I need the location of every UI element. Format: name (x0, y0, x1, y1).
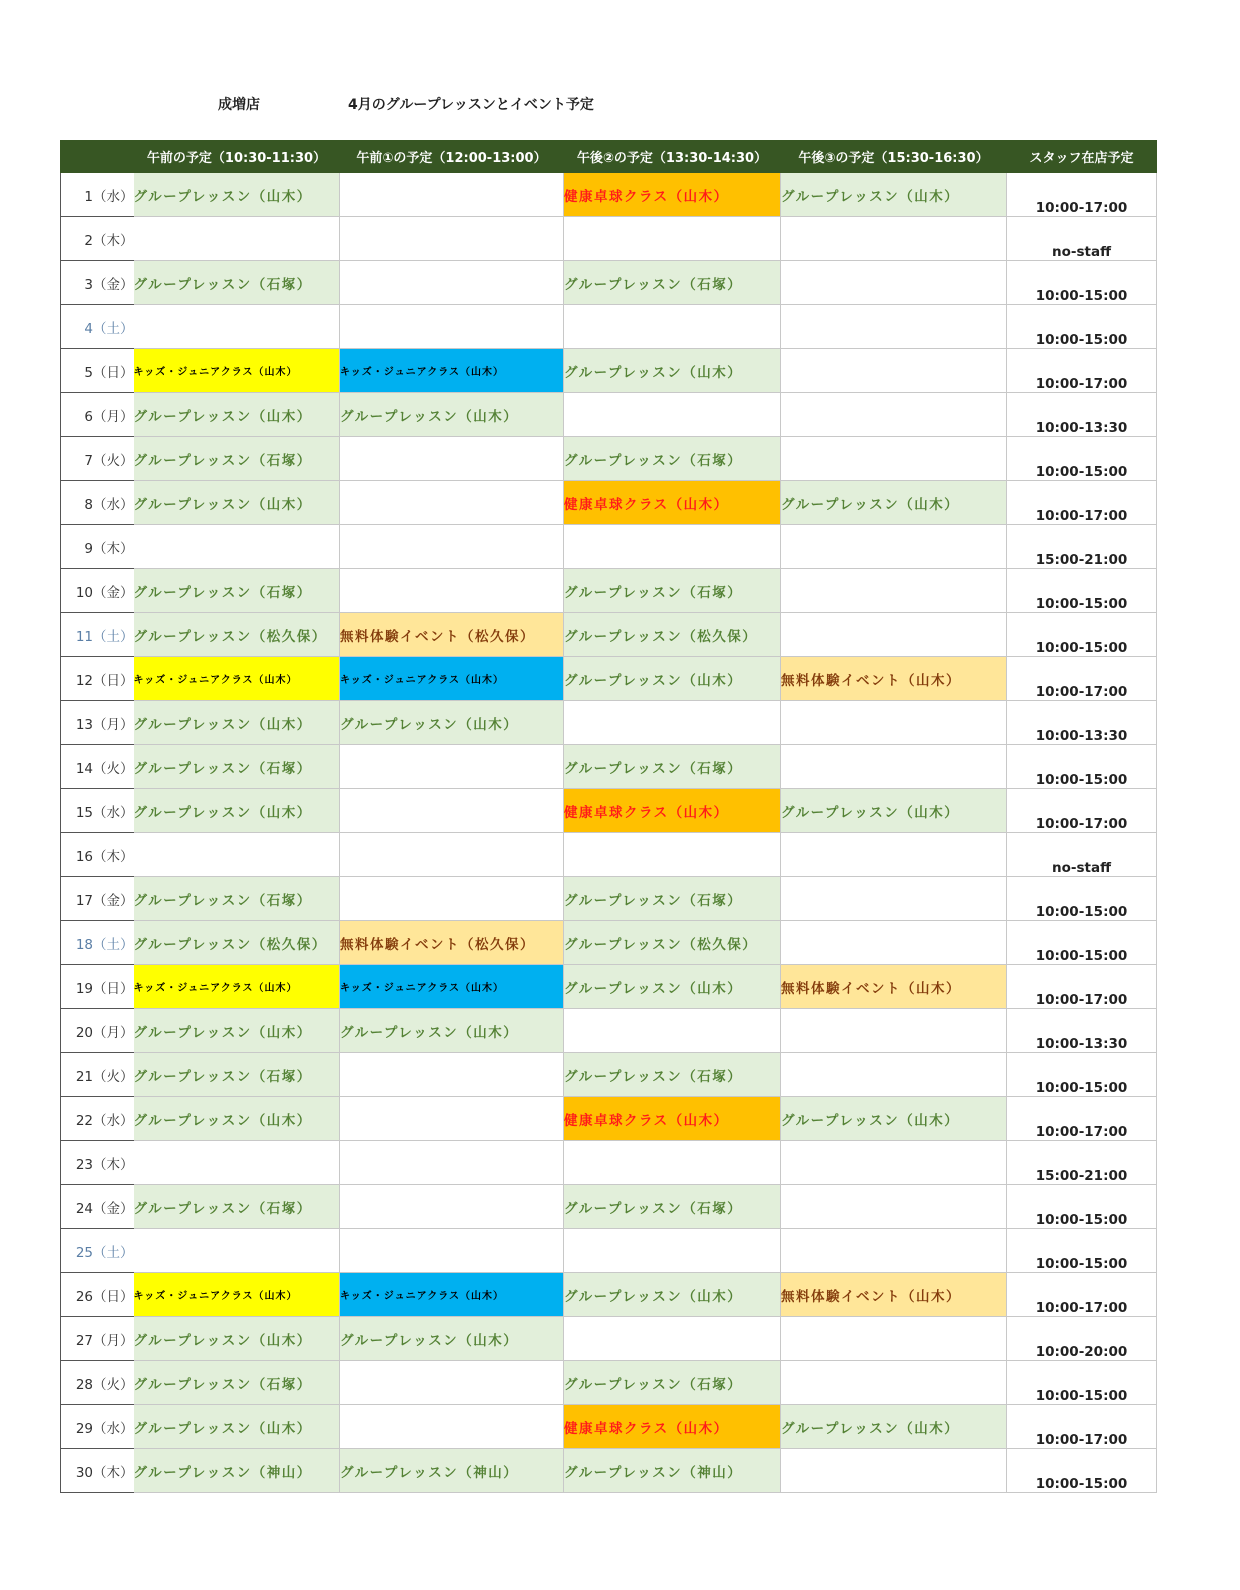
slot-morning-cell: グループレッスン（山木） (134, 1405, 340, 1449)
header-row (61, 141, 1157, 173)
slot-morning-cell: キッズ・ジュニアクラス（山木） (134, 349, 340, 393)
table-row (61, 349, 1157, 393)
slot-morning-1-cell (340, 437, 564, 481)
date-cell: 1（水） (61, 173, 134, 217)
slot-afternoon-3-cell (781, 921, 1007, 965)
staff-hours-cell: 10:00-15:00 (1007, 1229, 1157, 1273)
date-cell: 5（日） (61, 349, 134, 393)
slot-morning-cell: グループレッスン（山木） (134, 481, 340, 525)
date-cell: 18（土） (61, 921, 134, 965)
slot-afternoon-2-cell (564, 217, 781, 261)
table-row (61, 701, 1157, 745)
slot-afternoon-2-cell (564, 305, 781, 349)
slot-morning-cell: グループレッスン（山木） (134, 1009, 340, 1053)
date-cell: 8（水） (61, 481, 134, 525)
staff-hours-cell: 10:00-17:00 (1007, 965, 1157, 1009)
slot-morning-cell: グループレッスン（石塚） (134, 1185, 340, 1229)
slot-morning-1-cell (340, 1053, 564, 1097)
slot-afternoon-3-cell (781, 877, 1007, 921)
staff-hours-cell: 10:00-15:00 (1007, 921, 1157, 965)
slot-afternoon-3-cell (781, 1185, 1007, 1229)
slot-afternoon-3-cell (781, 1141, 1007, 1185)
slot-afternoon-3-cell: グループレッスン（山木） (781, 1097, 1007, 1141)
table-row (61, 789, 1157, 833)
slot-afternoon-2-cell (564, 1009, 781, 1053)
slot-morning-1-cell (340, 1229, 564, 1273)
staff-hours-cell: no-staff (1007, 833, 1157, 877)
table-row (61, 1405, 1157, 1449)
slot-morning-cell: キッズ・ジュニアクラス（山木） (134, 1273, 340, 1317)
staff-hours-cell: 10:00-13:30 (1007, 701, 1157, 745)
slot-afternoon-2-cell: 健康卓球クラス（山木） (564, 481, 781, 525)
slot-afternoon-2-cell (564, 393, 781, 437)
slot-afternoon-3-cell (781, 525, 1007, 569)
slot-morning-1-cell (340, 789, 564, 833)
slot-morning-cell (134, 217, 340, 261)
slot-morning-cell (134, 833, 340, 877)
slot-afternoon-3-cell (781, 349, 1007, 393)
slot-afternoon-2-cell: 健康卓球クラス（山木） (564, 789, 781, 833)
slot-afternoon-2-cell (564, 1141, 781, 1185)
table-row (61, 1141, 1157, 1185)
slot-morning-cell: グループレッスン（山木） (134, 393, 340, 437)
slot-afternoon-3-cell (781, 1317, 1007, 1361)
table-row (61, 525, 1157, 569)
date-cell: 30（木） (61, 1449, 134, 1493)
date-cell: 28（火） (61, 1361, 134, 1405)
staff-hours-cell: 15:00-21:00 (1007, 525, 1157, 569)
slot-afternoon-3-cell (781, 437, 1007, 481)
table-row (61, 1097, 1157, 1141)
slot-morning-1-cell (340, 481, 564, 525)
slot-afternoon-2-cell (564, 1317, 781, 1361)
date-cell: 25（土） (61, 1229, 134, 1273)
slot-afternoon-2-cell: グループレッスン（石塚） (564, 1053, 781, 1097)
slot-afternoon-3-cell: 無料体験イベント（山木） (781, 657, 1007, 701)
column-header-morning-1: 午前①の予定（12:00-13:00） (340, 141, 564, 173)
table-row (61, 1009, 1157, 1053)
column-header-afternoon-2: 午後②の予定（13:30-14:30） (564, 141, 781, 173)
slot-morning-cell: グループレッスン（石塚） (134, 261, 340, 305)
column-header-date (61, 141, 134, 173)
slot-morning-1-cell (340, 745, 564, 789)
table-row (61, 1229, 1157, 1273)
slot-afternoon-2-cell: 健康卓球クラス（山木） (564, 1405, 781, 1449)
slot-afternoon-3-cell (781, 1449, 1007, 1493)
slot-afternoon-3-cell: 無料体験イベント（山木） (781, 965, 1007, 1009)
slot-afternoon-2-cell: グループレッスン（山木） (564, 1273, 781, 1317)
slot-morning-1-cell (340, 1185, 564, 1229)
slot-afternoon-3-cell (781, 833, 1007, 877)
date-cell: 4（土） (61, 305, 134, 349)
date-cell: 21（火） (61, 1053, 134, 1097)
date-cell: 26（日） (61, 1273, 134, 1317)
slot-afternoon-2-cell (564, 701, 781, 745)
slot-afternoon-3-cell (781, 701, 1007, 745)
slot-morning-cell: グループレッスン（石塚） (134, 437, 340, 481)
slot-afternoon-2-cell: グループレッスン（山木） (564, 349, 781, 393)
slot-morning-cell: グループレッスン（松久保） (134, 613, 340, 657)
staff-hours-cell: 10:00-17:00 (1007, 1273, 1157, 1317)
date-cell: 16（木） (61, 833, 134, 877)
table-row (61, 833, 1157, 877)
slot-morning-1-cell (340, 1141, 564, 1185)
slot-morning-1-cell: 無料体験イベント（松久保） (340, 613, 564, 657)
slot-afternoon-3-cell: グループレッスン（山木） (781, 481, 1007, 525)
staff-hours-cell: 10:00-15:00 (1007, 1361, 1157, 1405)
date-cell: 27（月） (61, 1317, 134, 1361)
slot-afternoon-3-cell (781, 1361, 1007, 1405)
schedule-table (60, 140, 1157, 1493)
slot-afternoon-2-cell: グループレッスン（松久保） (564, 921, 781, 965)
slot-morning-1-cell: キッズ・ジュニアクラス（山木） (340, 965, 564, 1009)
date-cell: 6（月） (61, 393, 134, 437)
staff-hours-cell: no-staff (1007, 217, 1157, 261)
table-row (61, 1053, 1157, 1097)
table-row (61, 1317, 1157, 1361)
date-cell: 15（水） (61, 789, 134, 833)
slot-afternoon-2-cell: グループレッスン（山木） (564, 965, 781, 1009)
slot-morning-cell: グループレッスン（松久保） (134, 921, 340, 965)
staff-hours-cell: 10:00-13:30 (1007, 1009, 1157, 1053)
table-row (61, 1185, 1157, 1229)
staff-hours-cell: 10:00-17:00 (1007, 1097, 1157, 1141)
staff-hours-cell: 10:00-15:00 (1007, 437, 1157, 481)
table-row (61, 393, 1157, 437)
slot-afternoon-3-cell (781, 1009, 1007, 1053)
date-cell: 11（土） (61, 613, 134, 657)
slot-morning-1-cell: キッズ・ジュニアクラス（山木） (340, 1273, 564, 1317)
slot-afternoon-3-cell (781, 393, 1007, 437)
staff-hours-cell: 10:00-17:00 (1007, 789, 1157, 833)
slot-afternoon-2-cell: 健康卓球クラス（山木） (564, 173, 781, 217)
table-row (61, 613, 1157, 657)
table-row (61, 1361, 1157, 1405)
slot-afternoon-2-cell: グループレッスン（石塚） (564, 261, 781, 305)
date-cell: 3（金） (61, 261, 134, 305)
staff-hours-cell: 10:00-17:00 (1007, 481, 1157, 525)
date-cell: 19（日） (61, 965, 134, 1009)
table-row (61, 1273, 1157, 1317)
slot-morning-1-cell (340, 569, 564, 613)
staff-hours-cell: 15:00-21:00 (1007, 1141, 1157, 1185)
slot-afternoon-3-cell (781, 1229, 1007, 1273)
date-cell: 17（金） (61, 877, 134, 921)
slot-morning-cell (134, 305, 340, 349)
date-cell: 7（火） (61, 437, 134, 481)
date-cell: 20（月） (61, 1009, 134, 1053)
slot-morning-cell (134, 1229, 340, 1273)
slot-afternoon-3-cell (781, 217, 1007, 261)
staff-hours-cell: 10:00-15:00 (1007, 569, 1157, 613)
slot-afternoon-2-cell (564, 525, 781, 569)
table-row (61, 217, 1157, 261)
table-row (61, 965, 1157, 1009)
slot-morning-1-cell (340, 1405, 564, 1449)
slot-morning-1-cell (340, 217, 564, 261)
slot-afternoon-2-cell (564, 833, 781, 877)
slot-morning-1-cell: グループレッスン（神山） (340, 1449, 564, 1493)
date-cell: 22（水） (61, 1097, 134, 1141)
slot-morning-cell: グループレッスン（山木） (134, 1317, 340, 1361)
slot-afternoon-2-cell: グループレッスン（神山） (564, 1449, 781, 1493)
slot-morning-1-cell (340, 525, 564, 569)
staff-hours-cell: 10:00-13:30 (1007, 393, 1157, 437)
table-row (61, 745, 1157, 789)
slot-morning-cell: グループレッスン（石塚） (134, 745, 340, 789)
table-row (61, 173, 1157, 217)
staff-hours-cell: 10:00-15:00 (1007, 1185, 1157, 1229)
date-cell: 2（木） (61, 217, 134, 261)
staff-hours-cell: 10:00-15:00 (1007, 305, 1157, 349)
date-cell: 12（日） (61, 657, 134, 701)
slot-morning-1-cell: 無料体験イベント（松久保） (340, 921, 564, 965)
slot-morning-cell: グループレッスン（神山） (134, 1449, 340, 1493)
staff-hours-cell: 10:00-20:00 (1007, 1317, 1157, 1361)
table-row (61, 877, 1157, 921)
slot-morning-cell: キッズ・ジュニアクラス（山木） (134, 657, 340, 701)
table-row (61, 261, 1157, 305)
slot-morning-1-cell: グループレッスン（山木） (340, 393, 564, 437)
slot-afternoon-3-cell (781, 305, 1007, 349)
schedule-body (61, 173, 1157, 1493)
slot-morning-1-cell (340, 305, 564, 349)
table-row (61, 657, 1157, 701)
slot-morning-1-cell (340, 877, 564, 921)
column-header-afternoon-3: 午後③の予定（15:30-16:30） (781, 141, 1007, 173)
staff-hours-cell: 10:00-17:00 (1007, 1405, 1157, 1449)
slot-morning-1-cell: グループレッスン（山木） (340, 1317, 564, 1361)
store-name: 成増店 (218, 97, 260, 113)
page-title: 4月のグループレッスンとイベント予定 (348, 97, 594, 113)
slot-morning-cell: グループレッスン（山木） (134, 701, 340, 745)
slot-morning-cell: グループレッスン（石塚） (134, 1361, 340, 1405)
date-cell: 24（金） (61, 1185, 134, 1229)
slot-afternoon-2-cell: グループレッスン（石塚） (564, 437, 781, 481)
slot-afternoon-2-cell: グループレッスン（石塚） (564, 745, 781, 789)
date-cell: 23（木） (61, 1141, 134, 1185)
slot-afternoon-2-cell: グループレッスン（石塚） (564, 877, 781, 921)
slot-morning-1-cell (340, 173, 564, 217)
slot-afternoon-3-cell: グループレッスン（山木） (781, 1405, 1007, 1449)
slot-morning-1-cell: キッズ・ジュニアクラス（山木） (340, 657, 564, 701)
staff-hours-cell: 10:00-15:00 (1007, 877, 1157, 921)
slot-afternoon-3-cell (781, 261, 1007, 305)
slot-afternoon-3-cell: 無料体験イベント（山木） (781, 1273, 1007, 1317)
staff-hours-cell: 10:00-17:00 (1007, 173, 1157, 217)
table-row (61, 437, 1157, 481)
slot-afternoon-3-cell (781, 613, 1007, 657)
slot-afternoon-3-cell (781, 745, 1007, 789)
date-cell: 13（月） (61, 701, 134, 745)
slot-afternoon-3-cell: グループレッスン（山木） (781, 173, 1007, 217)
slot-morning-1-cell (340, 833, 564, 877)
slot-afternoon-2-cell: グループレッスン（石塚） (564, 1185, 781, 1229)
slot-morning-1-cell (340, 1361, 564, 1405)
staff-hours-cell: 10:00-15:00 (1007, 745, 1157, 789)
slot-morning-1-cell: キッズ・ジュニアクラス（山木） (340, 349, 564, 393)
date-cell: 29（水） (61, 1405, 134, 1449)
slot-afternoon-2-cell: グループレッスン（山木） (564, 657, 781, 701)
column-header-morning: 午前の予定（10:30-11:30） (134, 141, 340, 173)
date-cell: 10（金） (61, 569, 134, 613)
table-row (61, 569, 1157, 613)
slot-morning-cell: キッズ・ジュニアクラス（山木） (134, 965, 340, 1009)
slot-afternoon-2-cell: グループレッスン（石塚） (564, 1361, 781, 1405)
slot-afternoon-2-cell (564, 1229, 781, 1273)
staff-hours-cell: 10:00-17:00 (1007, 657, 1157, 701)
slot-afternoon-2-cell: グループレッスン（松久保） (564, 613, 781, 657)
staff-hours-cell: 10:00-15:00 (1007, 613, 1157, 657)
staff-hours-cell: 10:00-15:00 (1007, 1449, 1157, 1493)
slot-morning-cell: グループレッスン（石塚） (134, 877, 340, 921)
slot-afternoon-3-cell (781, 569, 1007, 613)
slot-morning-1-cell: グループレッスン（山木） (340, 1009, 564, 1053)
slot-morning-1-cell: グループレッスン（山木） (340, 701, 564, 745)
slot-afternoon-2-cell: グループレッスン（石塚） (564, 569, 781, 613)
staff-hours-cell: 10:00-15:00 (1007, 261, 1157, 305)
slot-morning-cell: グループレッスン（山木） (134, 789, 340, 833)
slot-morning-cell: グループレッスン（山木） (134, 1097, 340, 1141)
slot-afternoon-3-cell (781, 1053, 1007, 1097)
table-row (61, 1449, 1157, 1493)
slot-morning-cell: グループレッスン（山木） (134, 173, 340, 217)
slot-morning-1-cell (340, 1097, 564, 1141)
slot-morning-1-cell (340, 261, 564, 305)
slot-afternoon-2-cell: 健康卓球クラス（山木） (564, 1097, 781, 1141)
slot-morning-cell (134, 525, 340, 569)
staff-hours-cell: 10:00-15:00 (1007, 1053, 1157, 1097)
table-row (61, 481, 1157, 525)
date-cell: 14（火） (61, 745, 134, 789)
date-cell: 9（木） (61, 525, 134, 569)
slot-morning-cell: グループレッスン（石塚） (134, 1053, 340, 1097)
slot-afternoon-3-cell: グループレッスン（山木） (781, 789, 1007, 833)
column-header-staff: スタッフ在店予定 (1007, 141, 1157, 173)
table-row (61, 305, 1157, 349)
slot-morning-cell (134, 1141, 340, 1185)
staff-hours-cell: 10:00-17:00 (1007, 349, 1157, 393)
table-row (61, 921, 1157, 965)
slot-morning-cell: グループレッスン（石塚） (134, 569, 340, 613)
